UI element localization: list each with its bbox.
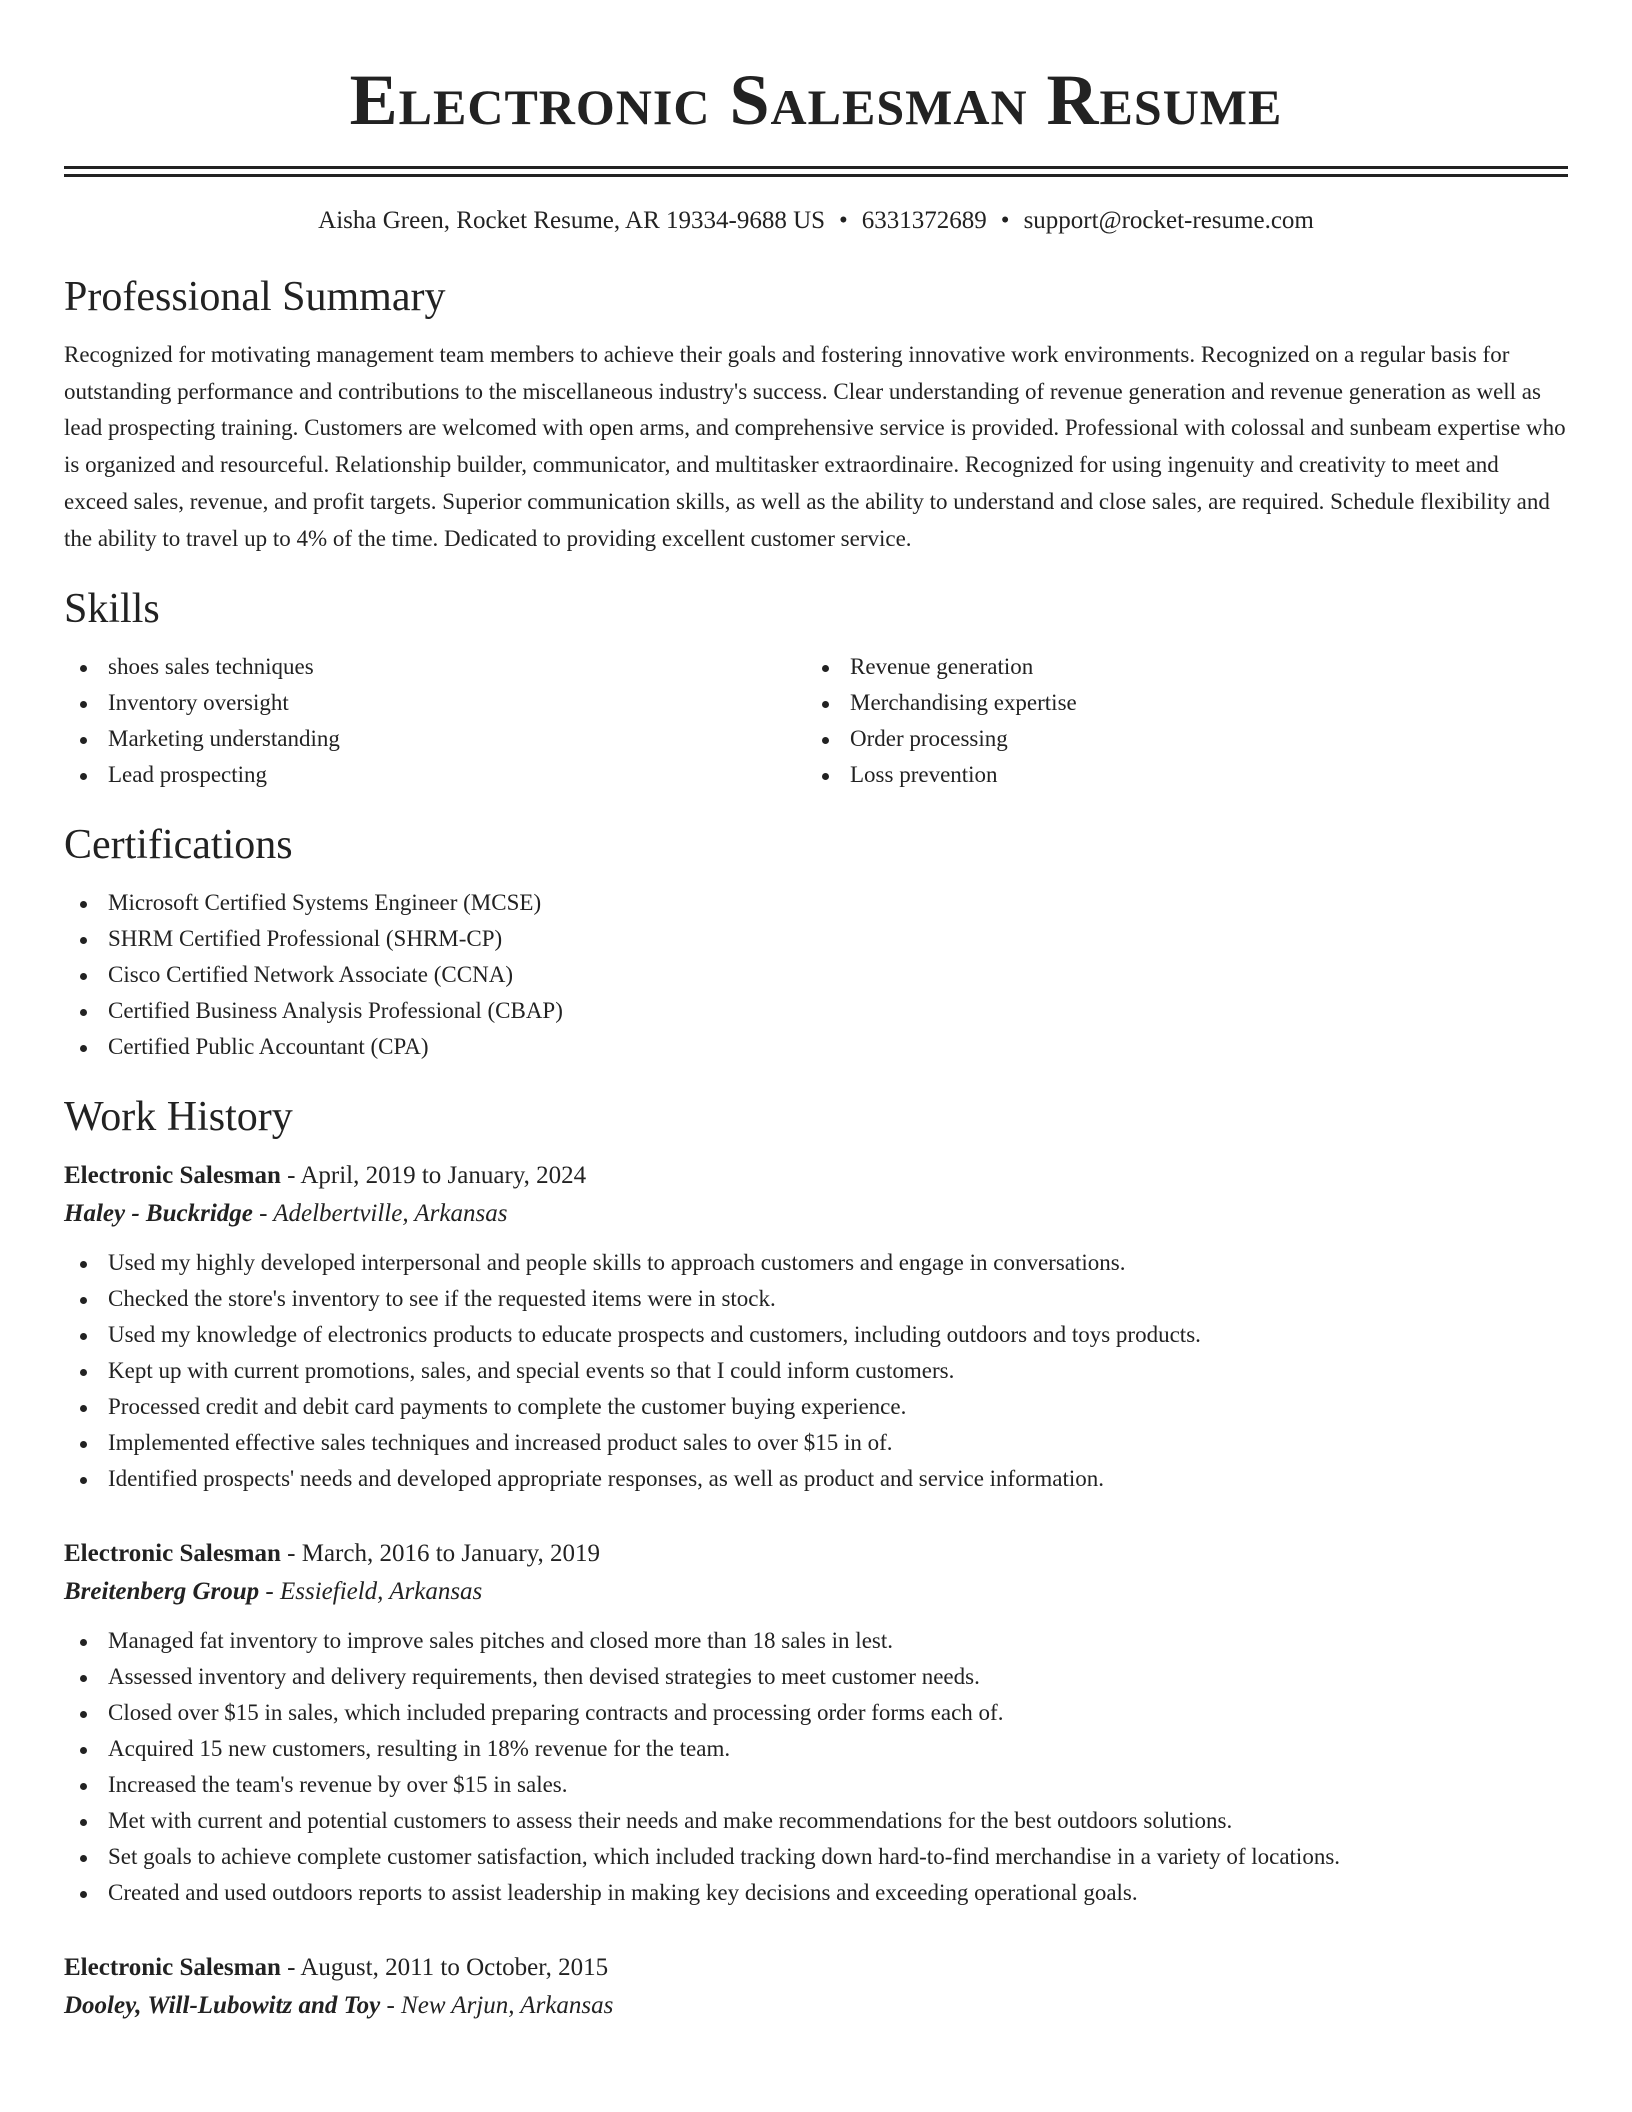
job-entry xyxy=(64,1949,1568,2025)
job-company: Breitenberg Group xyxy=(64,1578,260,1606)
skill-item: shoes sales techniques xyxy=(64,649,806,685)
title-divider xyxy=(64,166,1568,177)
job-duties-list xyxy=(64,1623,1568,1911)
skills-list-right xyxy=(806,649,1548,793)
skill-item: Marketing understanding xyxy=(64,721,806,757)
job-title-line xyxy=(64,1157,1568,1195)
skills-section xyxy=(64,583,1568,793)
contact-email: support@rocket-resume.com xyxy=(1023,207,1314,234)
certification-item: Certified Business Analysis Professional (CBAP) xyxy=(64,993,1568,1029)
skill-item: Lead prospecting xyxy=(64,757,806,793)
duty-item: Set goals to achieve complete customer satisfaction, which included tracking down hard-to-find merchandise in a variety of locations. xyxy=(64,1839,1568,1875)
duty-item: Met with current and potential customers to assess their needs and make recommendations for the best outdoors solutions. xyxy=(64,1803,1568,1839)
contact-separator: • xyxy=(1000,207,1010,234)
resume-title: Electronic Salesman Resume xyxy=(349,60,1283,140)
summary-heading: Professional Summary xyxy=(64,274,446,320)
contact-address: Aisha Green, Rocket Resume, AR 19334-9688 US xyxy=(318,207,826,234)
skills-heading: Skills xyxy=(64,586,160,633)
duty-item: Created and used outdoors reports to assist leadership in making key decisions and exceeding operational goals. xyxy=(64,1875,1568,1911)
job-location: - New Arjun, Arkansas xyxy=(380,1992,614,2020)
job-dates: - March, 2016 to January, 2019 xyxy=(280,1540,601,1568)
certification-item: Certified Public Accountant (CPA) xyxy=(64,1029,1568,1065)
skill-item: Merchandising expertise xyxy=(806,685,1548,721)
duty-item: Implemented effective sales techniques and increased product sales to over $15 in of. xyxy=(64,1425,1568,1461)
duty-item: Managed fat inventory to improve sales pitches and closed more than 18 sales in lest. xyxy=(64,1623,1568,1659)
skill-item: Inventory oversight xyxy=(64,685,806,721)
duty-item: Used my highly developed interpersonal and people skills to approach customers and engage in conversations. xyxy=(64,1245,1568,1281)
duty-item: Identified prospects' needs and developed appropriate responses, as well as product and service information. xyxy=(64,1461,1568,1497)
work-history-section xyxy=(64,1091,1568,2025)
job-entry xyxy=(64,1535,1568,1911)
job-company-line xyxy=(64,1573,1568,1611)
job-title: Electronic Salesman xyxy=(64,1162,281,1190)
duty-item: Assessed inventory and delivery requirements, then devised strategies to meet customer needs. xyxy=(64,1659,1568,1695)
certifications-section xyxy=(64,819,1568,1065)
job-company: Haley - Buckridge xyxy=(64,1200,253,1228)
duty-item: Increased the team's revenue by over $15 in sales. xyxy=(64,1767,1568,1803)
certification-item: SHRM Certified Professional (SHRM-CP) xyxy=(64,921,1568,957)
skill-item: Loss prevention xyxy=(806,757,1548,793)
contact-phone: 6331372689 xyxy=(861,207,987,234)
contact-separator: • xyxy=(839,207,848,234)
skill-item: Order processing xyxy=(806,721,1548,757)
duty-item: Used my knowledge of electronics products to educate prospects and customers, including outdoors and toys products. xyxy=(64,1317,1568,1353)
certifications-heading: Certifications xyxy=(64,822,293,869)
job-title: Electronic Salesman xyxy=(64,1540,281,1568)
summary-section xyxy=(64,271,1568,557)
job-location: - Adelbertville, Arkansas xyxy=(252,1200,508,1228)
duty-item: Closed over $15 in sales, which included preparing contracts and processing order forms each of. xyxy=(64,1695,1568,1731)
job-dates: - April, 2019 to January, 2024 xyxy=(280,1162,587,1190)
job-location: - Essiefield, Arkansas xyxy=(259,1578,483,1606)
job-company: Dooley, Will-Lubowitz and Toy xyxy=(64,1992,381,2020)
skills-columns xyxy=(64,649,1568,793)
summary-text: Recognized for motivating management team members to achieve their goals and fostering innovative work environments. Recognized on a regular basis for outstanding performance and contributions to the miscellaneous industry's success. Clear understanding of revenue generation and revenue generation as well as lead prospecting training. Customers are welcomed with open arms, and comprehensive service is provided. Professional with colossal and sunbeam expertise who is organized and resourceful. Relationship builder, communicator, and multitasker extraordinaire. Recognized for using ingenuity and creativity to meet and exceed sales, revenue, and profit targets. Superior communication skills, as well as the ability to understand and close sales, are required. Schedule flexibility and the ability to travel up to 4% of the time. Dedicated to providing excellent customer service. xyxy=(64,342,1566,551)
job-title-line xyxy=(64,1949,1568,1987)
skill-item: Revenue generation xyxy=(806,649,1548,685)
duty-item: Checked the store's inventory to see if the requested items were in stock. xyxy=(64,1281,1568,1317)
contact-line xyxy=(64,205,1568,237)
job-title-line xyxy=(64,1535,1568,1573)
work-history-heading: Work History xyxy=(64,1094,293,1141)
certification-item: Microsoft Certified Systems Engineer (MCSE) xyxy=(64,885,1568,921)
job-duties-list xyxy=(64,1245,1568,1497)
duty-item: Kept up with current promotions, sales, and special events so that I could inform customers. xyxy=(64,1353,1568,1389)
duty-item: Processed credit and debit card payments to complete the customer buying experience. xyxy=(64,1389,1568,1425)
duty-item: Acquired 15 new customers, resulting in 18% revenue for the team. xyxy=(64,1731,1568,1767)
job-entry xyxy=(64,1157,1568,1497)
certification-item: Cisco Certified Network Associate (CCNA) xyxy=(64,957,1568,993)
skills-list-left xyxy=(64,649,806,793)
job-company-line xyxy=(64,1987,1568,2025)
job-company-line xyxy=(64,1195,1568,1233)
job-title: Electronic Salesman xyxy=(64,1954,281,1982)
job-dates: - August, 2011 to October, 2015 xyxy=(280,1954,609,1982)
certifications-list xyxy=(64,885,1568,1065)
